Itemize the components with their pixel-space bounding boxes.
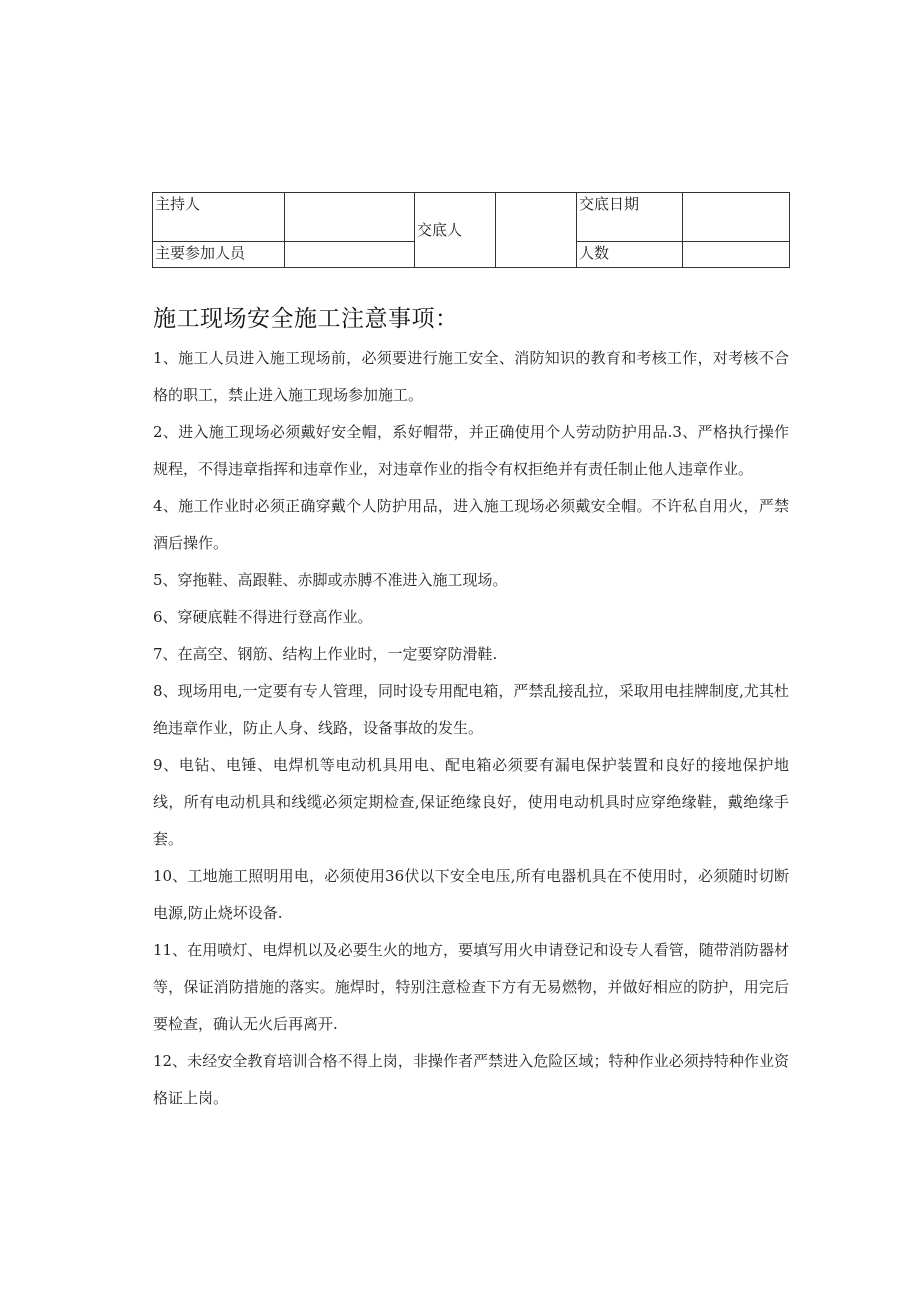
participants-value	[285, 242, 415, 268]
list-item: 1、施工人员进入施工现场前，必须要进行施工安全、消防知识的教育和考核工作，对考核不合格的职工，禁止进入施工现场参加施工。	[153, 349, 789, 404]
list-item: 4、施工作业时必须正确穿戴个人防护用品，进入施工现场必须戴安全帽。不许私自用火，严禁酒后操作。	[153, 497, 789, 552]
count-label: 人数	[577, 242, 683, 268]
list-item: 2、进入施工现场必须戴好安全帽，系好帽带，并正确使用个人劳动防护用品.3、严格执行操作规程，不得违章指挥和违章作业，对违章作业的指令有权拒绝并有责任制止他人违章作业。	[153, 423, 789, 478]
date-value	[683, 193, 790, 242]
list-item: 8、现场用电,一定要有专人管理，同时设专用配电箱，严禁乱接乱拉，采取用电挂牌制度,尤其杜绝违章作业，防止人身、线路，设备事故的发生。	[153, 682, 789, 737]
participants-label: 主要参加人员	[153, 242, 285, 268]
date-label: 交底日期	[577, 193, 683, 242]
safety-notes-list	[153, 340, 789, 1117]
host-label: 主持人	[153, 193, 285, 242]
presenter-value	[496, 193, 577, 268]
presenter-label: 交底人	[415, 193, 496, 268]
handover-info-table	[152, 192, 790, 268]
page-title: 施工现场安全施工注意事项：	[153, 306, 459, 332]
list-item: 11、在用喷灯、电焊机以及必要生火的地方，要填写用火申请登记和设专人看管，随带消防器材等，保证消防措施的落实。施焊时，特别注意检查下方有无易燃物，并做好相应的防护，用完后要检查，确认无火后再离开.	[153, 941, 789, 1033]
list-item: 5、穿拖鞋、高跟鞋、赤脚或赤膊不准进入施工现场。	[153, 571, 508, 589]
list-item: 6、穿硬底鞋不得进行登高作业。	[153, 608, 373, 626]
list-item: 12、未经安全教育培训合格不得上岗，非操作者严禁进入危险区域；特种作业必须持特种作业资格证上岗。	[153, 1052, 789, 1107]
table-row	[153, 193, 790, 242]
host-value	[285, 193, 415, 242]
list-item: 10、工地施工照明用电，必须使用36伏以下安全电压,所有电器机具在不使用时，必须随时切断电源,防止烧坏设备.	[153, 867, 789, 922]
list-item: 7、在高空、钢筋、结构上作业时，一定要穿防滑鞋.	[153, 645, 498, 663]
count-value	[683, 242, 790, 268]
list-item: 9、电钻、电锤、电焊机等电动机具用电、配电箱必须要有漏电保护装置和良好的接地保护地线，所有电动机具和线缆必须定期检查,保证绝缘良好，使用电动机具时应穿绝缘鞋，戴绝缘手套。	[153, 756, 789, 848]
